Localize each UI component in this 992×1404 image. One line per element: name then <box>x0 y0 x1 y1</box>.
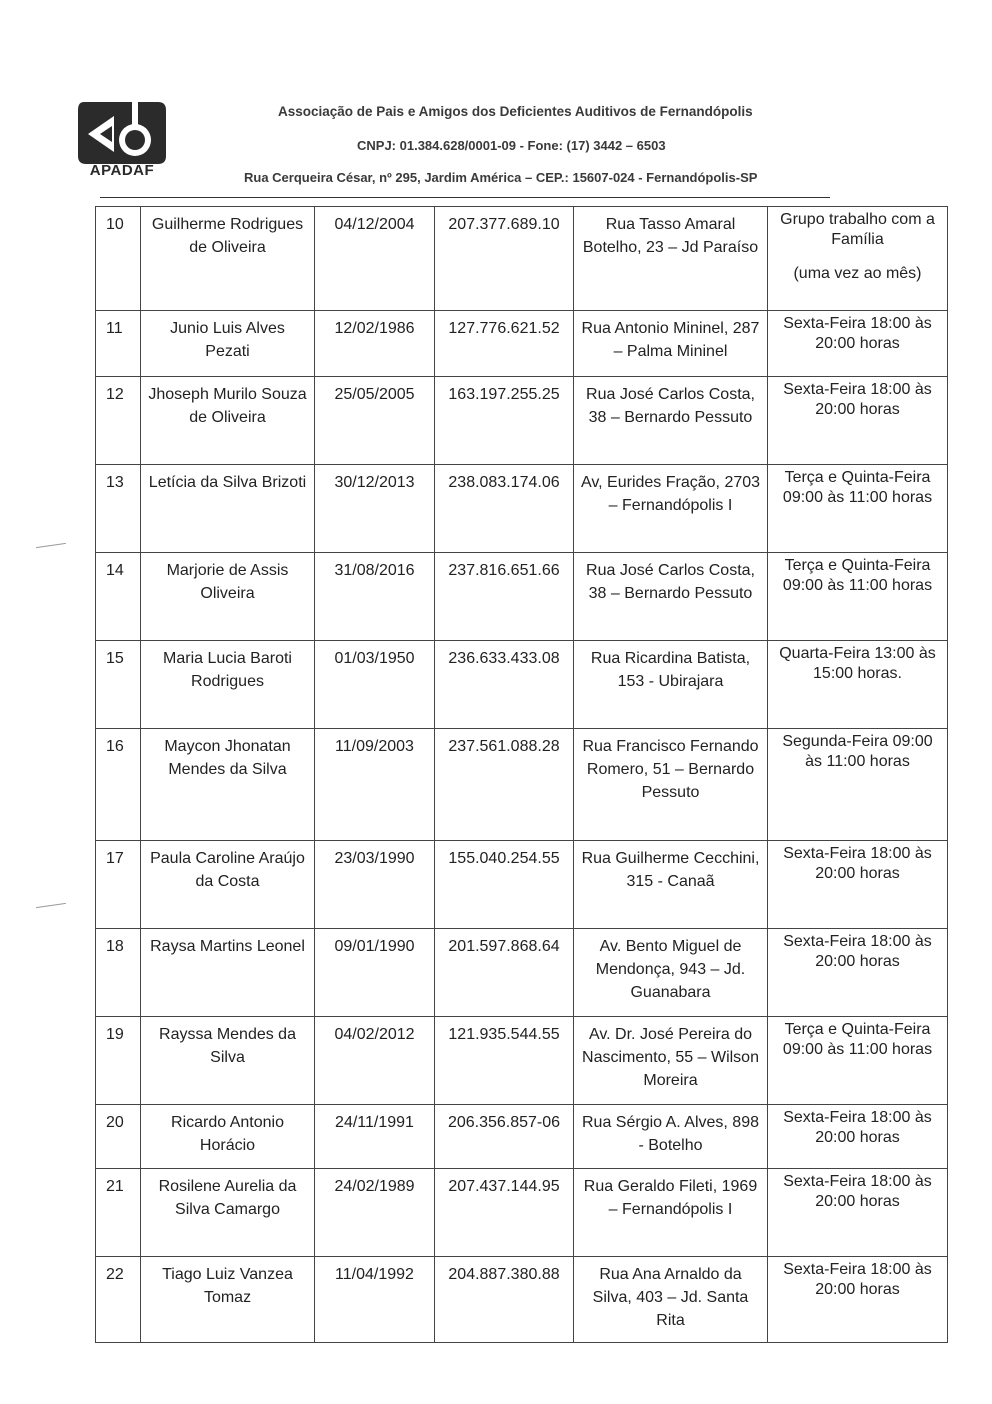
document-number: 163.197.255.25 <box>435 377 574 465</box>
person-name: Marjorie de Assis Oliveira <box>141 553 315 641</box>
row-number: 19 <box>96 1017 141 1105</box>
schedule-text: Sexta-Feira 18:00 às 20:00 horas <box>768 377 948 465</box>
table-row <box>96 841 948 929</box>
birth-date: 24/02/1989 <box>315 1169 435 1257</box>
table-row <box>96 729 948 841</box>
letterhead <box>0 0 992 210</box>
roster-body <box>96 207 948 1343</box>
birth-date: 11/04/1992 <box>315 1257 435 1343</box>
schedule-text: Sexta-Feira 18:00 às 20:00 horas <box>768 1257 948 1343</box>
birth-date: 30/12/2013 <box>315 465 435 553</box>
row-number: 20 <box>96 1105 141 1169</box>
document-number: 127.776.621.52 <box>435 311 574 377</box>
birth-date: 23/03/1990 <box>315 841 435 929</box>
schedule-note: (uma vez ao mês) <box>793 265 922 282</box>
street-address: Rua Antonio Mininel, 287 – Palma Mininel <box>574 311 768 377</box>
row-number: 16 <box>96 729 141 841</box>
row-number: 17 <box>96 841 141 929</box>
row-number: 22 <box>96 1257 141 1343</box>
birth-date: 24/11/1991 <box>315 1105 435 1169</box>
street-address: Rua Ana Arnaldo da Silva, 403 – Jd. Santa Rita <box>574 1257 768 1343</box>
row-number: 11 <box>96 311 141 377</box>
document-number: 204.887.380.88 <box>435 1257 574 1343</box>
street-address: Rua Francisco Fernando Romero, 51 – Bernardo Pessuto <box>574 729 768 841</box>
street-address: Rua Geraldo Fileti, 1969 – Fernandópolis I <box>574 1169 768 1257</box>
row-number: 12 <box>96 377 141 465</box>
person-name: Letícia da Silva Brizoti <box>141 465 315 553</box>
table-row <box>96 207 948 311</box>
birth-date: 09/01/1990 <box>315 929 435 1017</box>
schedule-text: Quarta-Feira 13:00 às 15:00 horas. <box>768 641 948 729</box>
row-number: 15 <box>96 641 141 729</box>
birth-date: 25/05/2005 <box>315 377 435 465</box>
scan-mark <box>36 543 66 548</box>
table-row <box>96 1169 948 1257</box>
birth-date: 04/12/2004 <box>315 207 435 311</box>
table-row <box>96 465 948 553</box>
document-number: 155.040.254.55 <box>435 841 574 929</box>
scan-mark <box>36 903 66 908</box>
table-row <box>96 641 948 729</box>
street-address: Av. Dr. José Pereira do Nascimento, 55 – Wilson Moreira <box>574 1017 768 1105</box>
person-name: Junio Luis Alves Pezati <box>141 311 315 377</box>
schedule-text: Terça e Quinta-Feira 09:00 às 11:00 horas <box>768 1017 948 1105</box>
schedule-text: Segunda-Feira 09:00 às 11:00 horas <box>768 729 948 841</box>
street-address: Rua Sérgio A. Alves, 898 - Botelho <box>574 1105 768 1169</box>
row-number: 21 <box>96 1169 141 1257</box>
birth-date: 31/08/2016 <box>315 553 435 641</box>
logo-text: APADAF <box>89 162 155 179</box>
street-address: Av, Eurides Fração, 2703 – Fernandópolis I <box>574 465 768 553</box>
person-name: Maycon Jhonatan Mendes da Silva <box>141 729 315 841</box>
person-name: Jhoseph Murilo Souza de Oliveira <box>141 377 315 465</box>
document-number: 238.083.174.06 <box>435 465 574 553</box>
document-number: 237.561.088.28 <box>435 729 574 841</box>
street-address: Rua José Carlos Costa, 38 – Bernardo Pessuto <box>574 377 768 465</box>
person-name: Tiago Luiz Vanzea Tomaz <box>141 1257 315 1343</box>
birth-date: 01/03/1950 <box>315 641 435 729</box>
document-number: 121.935.544.55 <box>435 1017 574 1105</box>
row-number: 13 <box>96 465 141 553</box>
street-address: Rua Tasso Amaral Botelho, 23 – Jd Paraíso <box>574 207 768 311</box>
table-row <box>96 929 948 1017</box>
row-number: 18 <box>96 929 141 1017</box>
schedule-text: Terça e Quinta-Feira 09:00 às 11:00 horas <box>768 553 948 641</box>
birth-date: 12/02/1986 <box>315 311 435 377</box>
org-name: Associação de Pais e Amigos dos Deficientes Auditivos de Fernandópolis <box>278 104 753 119</box>
schedule-text: Grupo trabalho com a Família <box>780 211 935 248</box>
street-address: Av. Bento Miguel de Mendonça, 943 – Jd. Guanabara <box>574 929 768 1017</box>
document-number: 206.356.857-06 <box>435 1105 574 1169</box>
header-divider <box>100 197 830 198</box>
schedule-text: Sexta-Feira 18:00 às 20:00 horas <box>768 1105 948 1169</box>
document-number: 207.437.144.95 <box>435 1169 574 1257</box>
table-row <box>96 553 948 641</box>
roster-table <box>95 206 948 1343</box>
street-address: Rua Guilherme Cecchini, 315 - Canaã <box>574 841 768 929</box>
person-name: Paula Caroline Araújo da Costa <box>141 841 315 929</box>
person-name: Raysa Martins Leonel <box>141 929 315 1017</box>
org-contact: CNPJ: 01.384.628/0001-09 - Fone: (17) 3442 – 6503 <box>357 138 666 153</box>
birth-date: 04/02/2012 <box>315 1017 435 1105</box>
document-number: 236.633.433.08 <box>435 641 574 729</box>
schedule-text: Sexta-Feira 18:00 às 20:00 horas <box>768 311 948 377</box>
birth-date: 11/09/2003 <box>315 729 435 841</box>
schedule-cell <box>768 207 948 311</box>
document-number: 207.377.689.10 <box>435 207 574 311</box>
table-row <box>96 1257 948 1343</box>
street-address: Rua José Carlos Costa, 38 – Bernardo Pessuto <box>574 553 768 641</box>
document-number: 201.597.868.64 <box>435 929 574 1017</box>
row-number: 14 <box>96 553 141 641</box>
person-name: Guilherme Rodrigues de Oliveira <box>141 207 315 311</box>
person-name: Rosilene Aurelia da Silva Camargo <box>141 1169 315 1257</box>
table-row <box>96 377 948 465</box>
person-name: Ricardo Antonio Horácio <box>141 1105 315 1169</box>
person-name: Rayssa Mendes da Silva <box>141 1017 315 1105</box>
table-row <box>96 311 948 377</box>
table-row <box>96 1017 948 1105</box>
row-number: 10 <box>96 207 141 311</box>
person-name: Maria Lucia Baroti Rodrigues <box>141 641 315 729</box>
schedule-text: Sexta-Feira 18:00 às 20:00 horas <box>768 841 948 929</box>
schedule-text: Sexta-Feira 18:00 às 20:00 horas <box>768 929 948 1017</box>
table-row <box>96 1105 948 1169</box>
org-address: Rua Cerqueira César, nº 295, Jardim América – CEP.: 15607-024 - Fernandópolis-SP <box>244 170 758 185</box>
schedule-text: Sexta-Feira 18:00 às 20:00 horas <box>768 1169 948 1257</box>
document-number: 237.816.651.66 <box>435 553 574 641</box>
street-address: Rua Ricardina Batista, 153 - Ubirajara <box>574 641 768 729</box>
schedule-text: Terça e Quinta-Feira 09:00 às 11:00 horas <box>768 465 948 553</box>
